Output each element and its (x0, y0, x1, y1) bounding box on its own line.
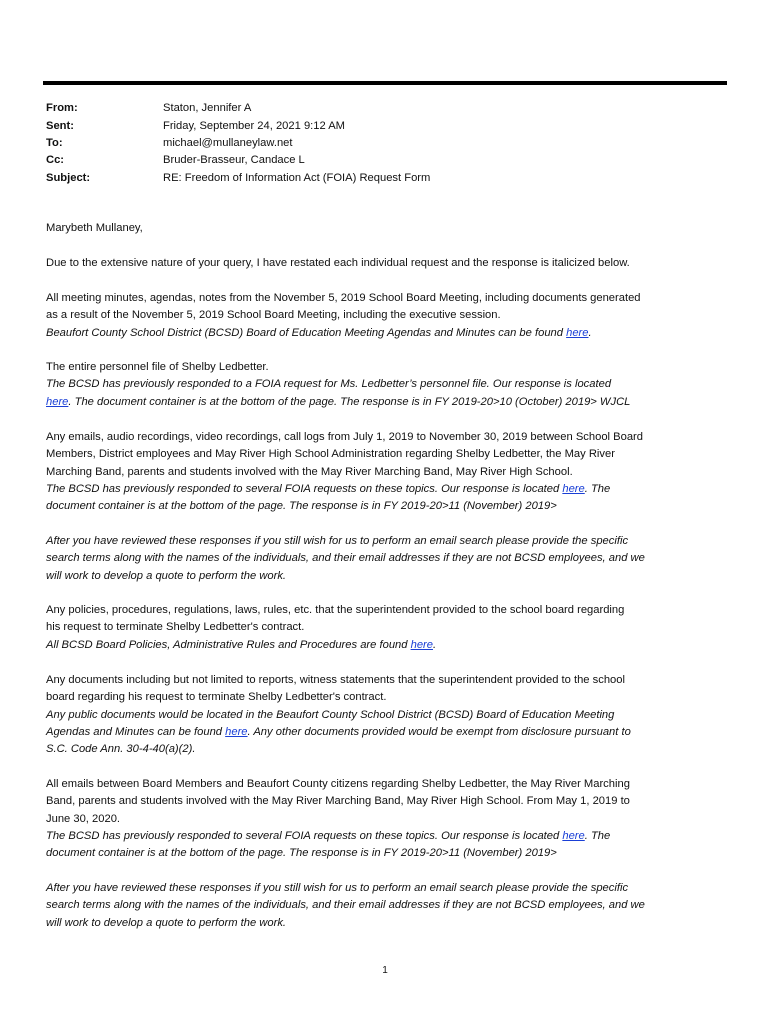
email-search-note-2: After you have reviewed these responses if you still wish for us to perform an email search please provide the specific search terms along with the names of the individuals, and their email addresses if they are not BCSD employees, and we will work to develop a quote to perform the work. (46, 882, 645, 929)
response-personnel-file: The BCSD has previously responded to a FOIA request for Ms. Ledbetter’s personnel file. Our response is located (46, 378, 612, 391)
from-label: From: (46, 102, 78, 114)
sent-value: Friday, September 24, 2021 9:12 AM (163, 120, 346, 132)
foia-responses-link-1[interactable]: here (562, 482, 585, 495)
response-policies: All BCSD Board Policies, Administrative Rules and Procedures are found here. (46, 638, 437, 651)
cc-value: Bruder-Brasseur, Candace L (163, 154, 305, 166)
from-value: Staton, Jennifer A (163, 102, 252, 114)
subject-value: RE: Freedom of Information Act (FOIA) Request Form (163, 172, 431, 184)
request-emails-recordings: Any emails, audio recordings, video recordings, call logs from July 1, 2019 to November 30, 2019 between School Board Members, District employees and May River High School Administration regarding Shelby Ledbetter, the May River Marching Band, parents and students involved with the May River Marching Band, May River High School. The BCSD has previously responded to several FOIA requests on these topics. Our response is located here. The document container is at the bottom of the page. The response is in FY 2019-20>11 (November) 2019> (46, 429, 736, 515)
response-meeting-minutes: Beaufort County School District (BCSD) Board of Education Meeting Agendas and Minutes can be found here. (46, 326, 592, 339)
agendas-minutes-link[interactable]: here (566, 326, 589, 339)
to-value: michael@mullaneylaw.net (163, 137, 293, 149)
email-search-note-1: After you have reviewed these responses if you still wish for us to perform an email search please provide the specific search terms along with the names of the individuals, and their email addresses if they are not BCSD employees, and we will work to develop a quote to perform the work. (46, 535, 645, 582)
page-number: 1 (382, 965, 388, 976)
greeting: Marybeth Mullaney, (46, 222, 143, 234)
request-board-emails: All emails between Board Members and Beaufort County citizens regarding Shelby Ledbetter, the May River Marching Band, parents and students involved with the May River Marching Band, May River High School. From May 1, 2019 to June 30, 2020. The BCSD has previously responded to several FOIA requests on these topics. Our response is located here. The document container is at the bottom of the page. The response is in FY 2019-20>11 (November) 2019> (46, 776, 736, 862)
request-documents: Any documents including but not limited to reports, witness statements that the superintendent provided to the school board regarding his request to terminate Shelby Ledbetter's contract. Any public documents would be located in the Beaufort County School District (BCSD) Board of Education Meeting Agendas and Minutes can be found here. Any other documents provided would be exempt from disclosure pursuant to S.C. Code Ann. 30-4-40(a)(2). (46, 672, 736, 758)
cc-label: Cc: (46, 154, 65, 166)
personnel-file-link[interactable]: here (46, 395, 69, 408)
header-divider (43, 81, 727, 85)
response-emails-recordings: The BCSD has previously responded to several FOIA requests on these topics. Our response is located here. The (46, 482, 611, 495)
response-documents: Any public documents would be located in the Beaufort County School District (BCSD) Board of Education Meeting (46, 708, 615, 721)
response-board-emails: The BCSD has previously responded to several FOIA requests on these topics. Our response is located here. The (46, 829, 611, 842)
request-personnel-file: The entire personnel file of Shelby Ledbetter. The BCSD has previously responded to a FOIA request for Ms. Ledbetter’s personnel file. Our response is located here. The document container is at the bottom of the page. The response is in FY 2019-20>10 (October) 2019> WJCL (46, 359, 736, 411)
board-policies-link[interactable]: here (410, 638, 433, 651)
foia-responses-link-2[interactable]: here (562, 829, 585, 842)
sent-label: Sent: (46, 120, 74, 132)
to-label: To: (46, 137, 63, 149)
intro-paragraph: Due to the extensive nature of your query, I have restated each individual request and the response is italicized below. (46, 257, 630, 269)
subject-label: Subject: (46, 172, 91, 184)
board-meeting-link[interactable]: here (225, 725, 248, 738)
request-meeting-minutes: All meeting minutes, agendas, notes from the November 5, 2019 School Board Meeting, including documents generated as a result of the November 5, 2019 School Board Meeting, including the executive session. Beaufort County School District (BCSD) Board of Education Meeting Agendas and Minutes can be found here. (46, 290, 736, 342)
request-policies: Any policies, procedures, regulations, laws, rules, etc. that the superintendent provided to the school board regarding his request to terminate Shelby Ledbetter's contract. All BCSD Board Policies, Administrative Rules and Procedures are found here. (46, 602, 736, 654)
